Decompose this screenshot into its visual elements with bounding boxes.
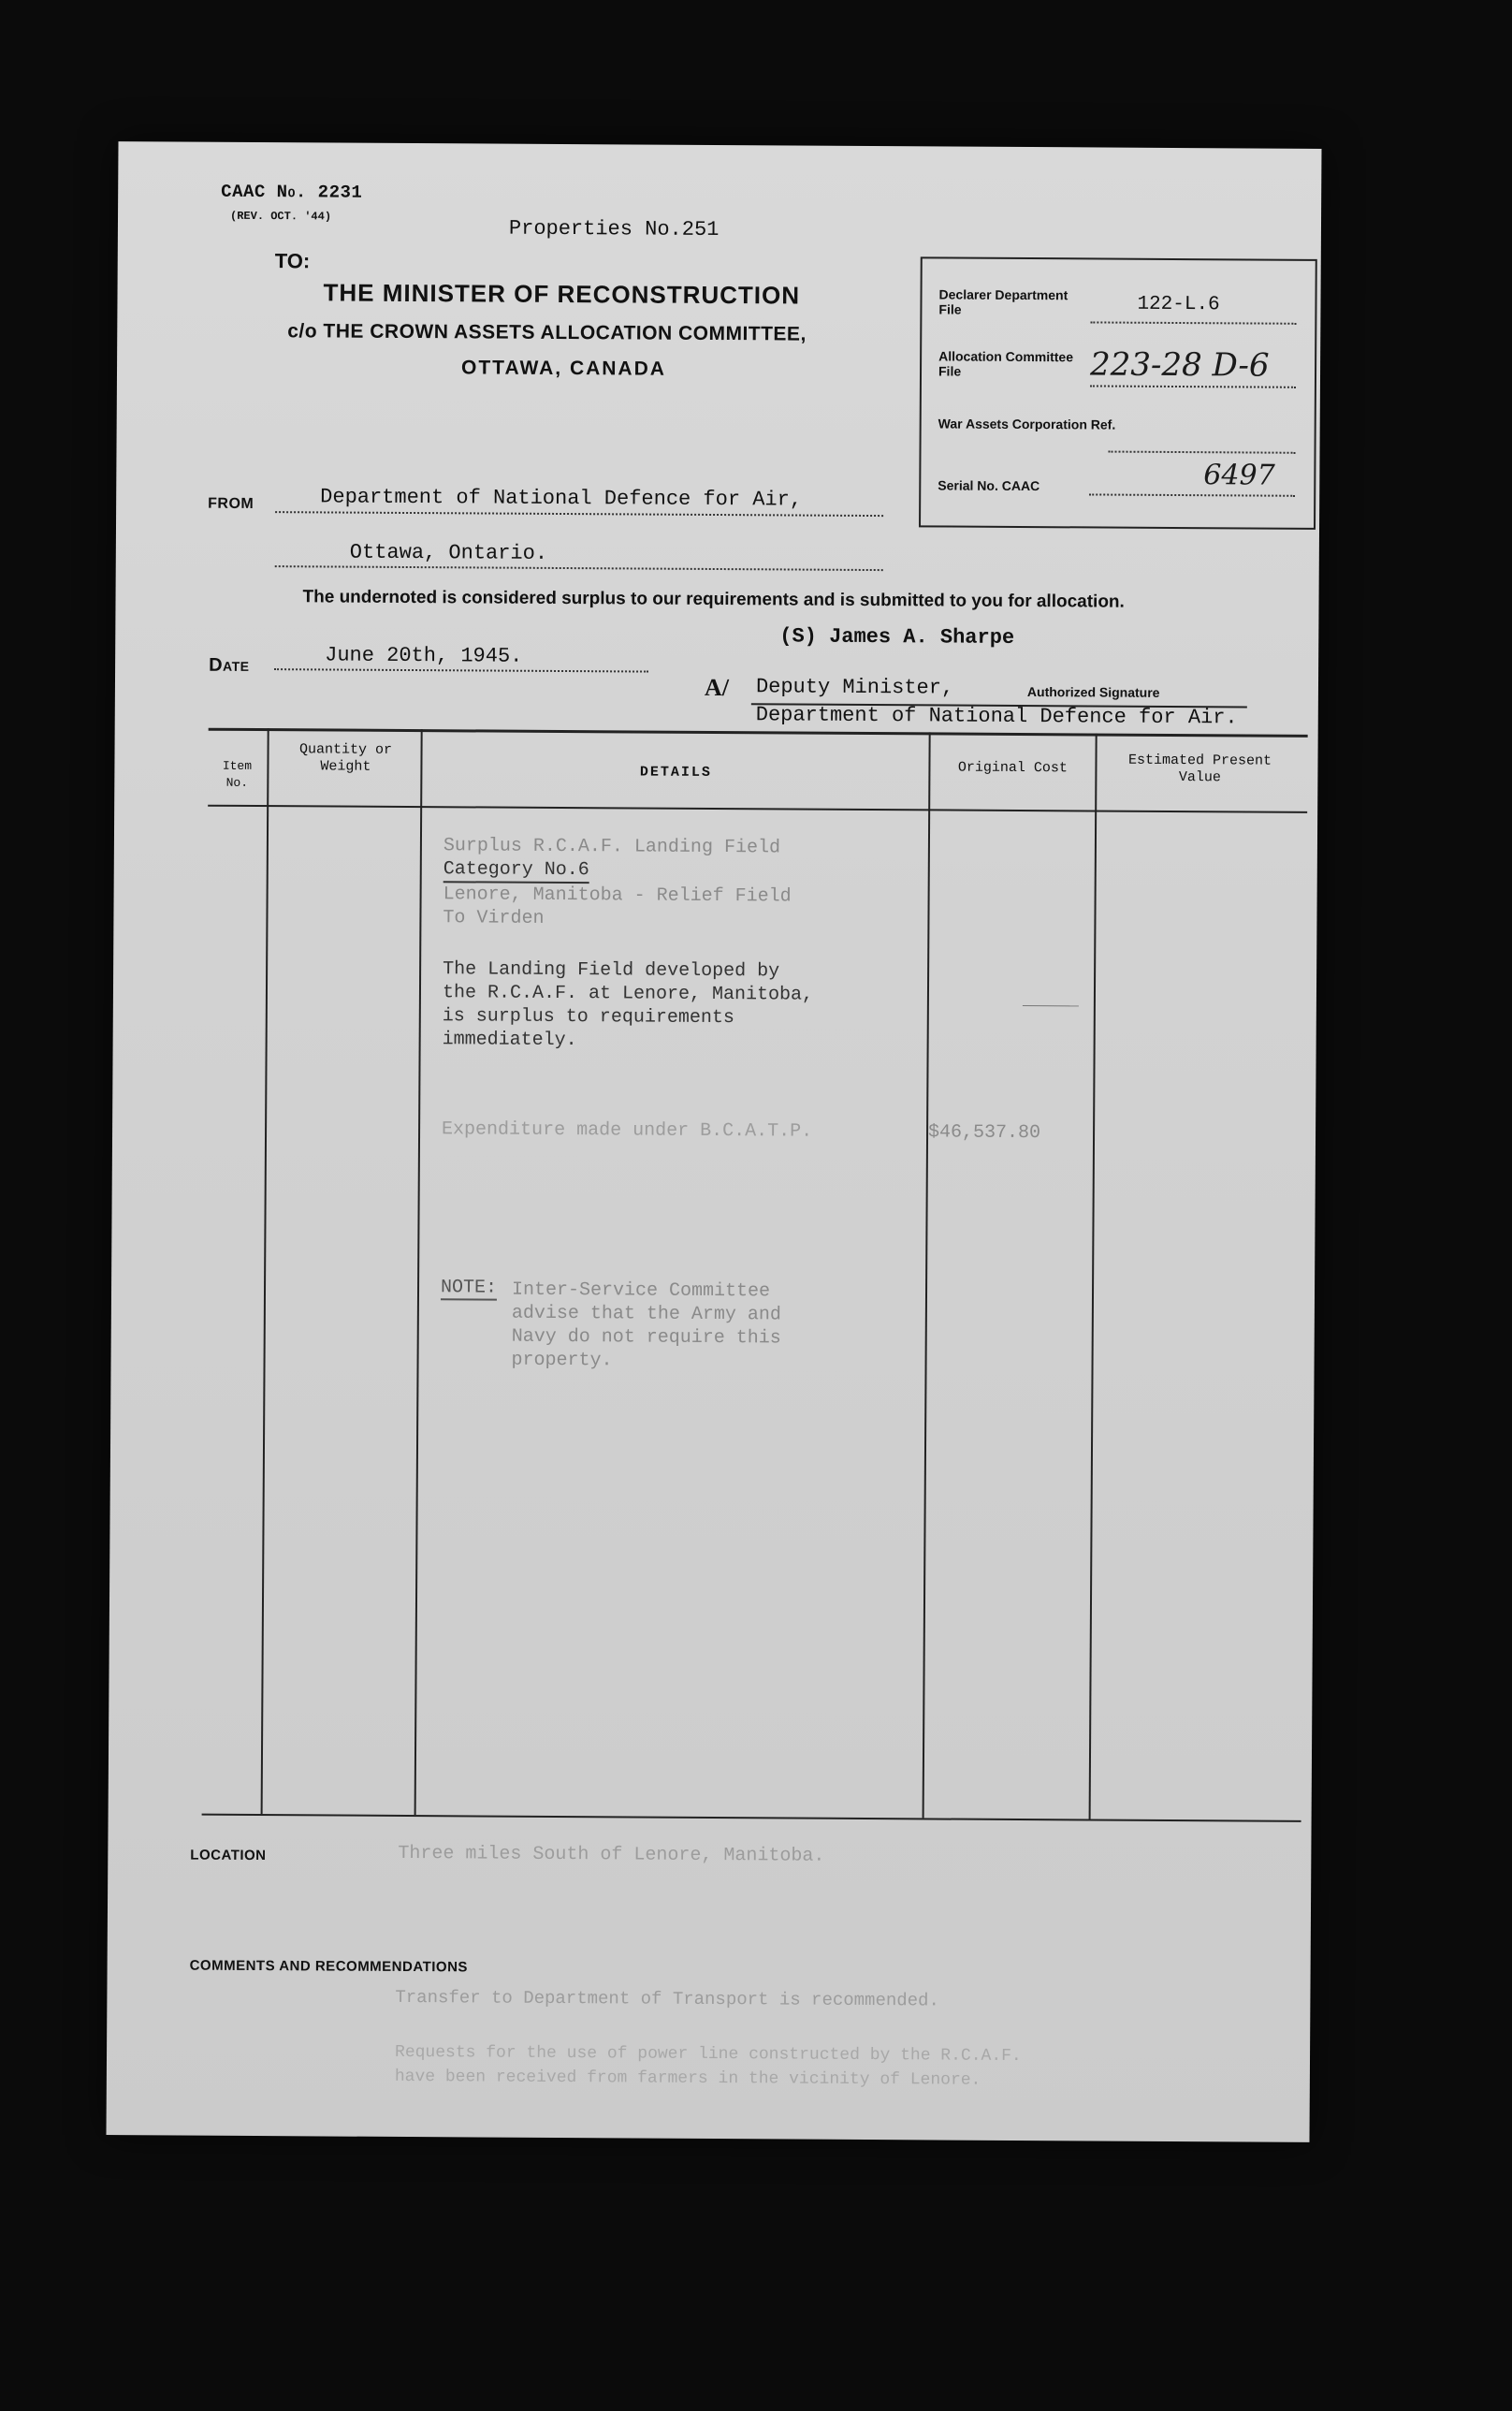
date-label: Date <box>209 654 250 676</box>
details-line: Surplus R.C.A.F. Landing Field <box>443 835 781 859</box>
table-header-rule <box>208 805 1307 813</box>
note-line: advise that the Army and <box>511 1302 781 1326</box>
authorized-signature-label: Authorized Signature <box>1026 684 1160 700</box>
form-revision: (REV. OCT. '44) <box>229 209 332 224</box>
to-label: TO: <box>274 249 311 273</box>
serial-label: Serial No. CAAC <box>938 477 1040 494</box>
paragraph-block <box>443 957 814 1053</box>
header-estimated-value: Estimated Present Value <box>1127 752 1272 786</box>
header-details: DETAILS <box>639 764 712 781</box>
declarer-file-label: Declarer Department File <box>938 286 1069 317</box>
header-original-cost: Original Cost <box>957 759 1069 777</box>
from-line-2: Ottawa, Ontario. <box>349 540 548 565</box>
comments-label: COMMENTS AND RECOMMENDATIONS <box>189 1957 468 1976</box>
comments-line-3: have been received from farmers in the vicinity of Lenore. <box>394 2067 981 2090</box>
note-line: Navy do not require this <box>511 1325 781 1350</box>
addressee-line-1: THE MINISTER OF RECONSTRUCTION <box>323 278 801 310</box>
declarer-file-value: 122-L.6 <box>1137 293 1220 316</box>
allocation-file-label: Allocation Committee File <box>938 348 1074 379</box>
document-sheet <box>107 141 1322 2142</box>
addressee-line-3: OTTAWA, CANADA <box>460 357 667 380</box>
paragraph-line: is surplus to requirements <box>442 1005 734 1030</box>
addressee-line-2: c/o THE CROWN ASSETS ALLOCATION COMMITTEE, <box>287 320 807 345</box>
table-bottom-rule <box>202 1814 1301 1822</box>
date-value: June 20th, 1945. <box>325 643 523 668</box>
comments-line-2: Requests for the use of power line constructed by the R.C.A.F. <box>394 2042 1022 2067</box>
allocation-file-value: 223-28 D-6 <box>1089 345 1270 385</box>
expenditure-label: Expenditure made under B.C.A.T.P. <box>442 1118 813 1143</box>
note-label: NOTE: <box>440 1277 498 1299</box>
paragraph-line: The Landing Field developed by <box>443 958 780 983</box>
details-block <box>443 834 792 931</box>
header-item-no: Item No. <box>222 758 253 790</box>
location-value: Three miles South of Lenore, Manitoba. <box>398 1842 825 1867</box>
paragraph-line: immediately. <box>442 1029 577 1052</box>
form-number: CAAC No. 2231 <box>221 181 363 203</box>
from-line-1: Department of National Defence for Air, <box>320 485 803 512</box>
signer-name: (S) James A. Sharpe <box>779 624 1015 650</box>
signer-title: Deputy Minister, <box>755 675 954 700</box>
reference-box <box>919 256 1317 530</box>
location-label: LOCATION <box>190 1847 267 1864</box>
from-label: FROM <box>208 495 254 512</box>
serial-value: 6497 <box>1203 459 1275 492</box>
note-line: Inter-Service Committee <box>511 1279 771 1303</box>
war-assets-label: War Assets Corporation Ref. <box>938 416 1116 432</box>
signer-department: Department of National Defence for Air. <box>755 703 1238 730</box>
details-line: Lenore, Manitoba - Relief Field <box>443 884 792 908</box>
comments-line-1: Transfer to Department of Transport is recommended. <box>395 1986 939 2011</box>
table-top-rule <box>209 728 1308 738</box>
properties-number: Properties No.251 <box>508 216 720 242</box>
surplus-statement: The undernoted is considered surplus to our requirements and is submitted to you for allocation. <box>302 587 1125 612</box>
signature-marker: A/ <box>704 673 730 702</box>
details-line: To Virden <box>443 907 545 929</box>
details-line: Category No.6 <box>443 857 589 884</box>
header-quantity: Quantity or Weight <box>298 741 393 775</box>
note-block <box>511 1279 781 1374</box>
paragraph-line: the R.C.A.F. at Lenore, Manitoba, <box>442 982 814 1006</box>
note-line: property. <box>511 1349 613 1372</box>
expenditure-cost: $46,537.80 <box>927 1121 1041 1145</box>
